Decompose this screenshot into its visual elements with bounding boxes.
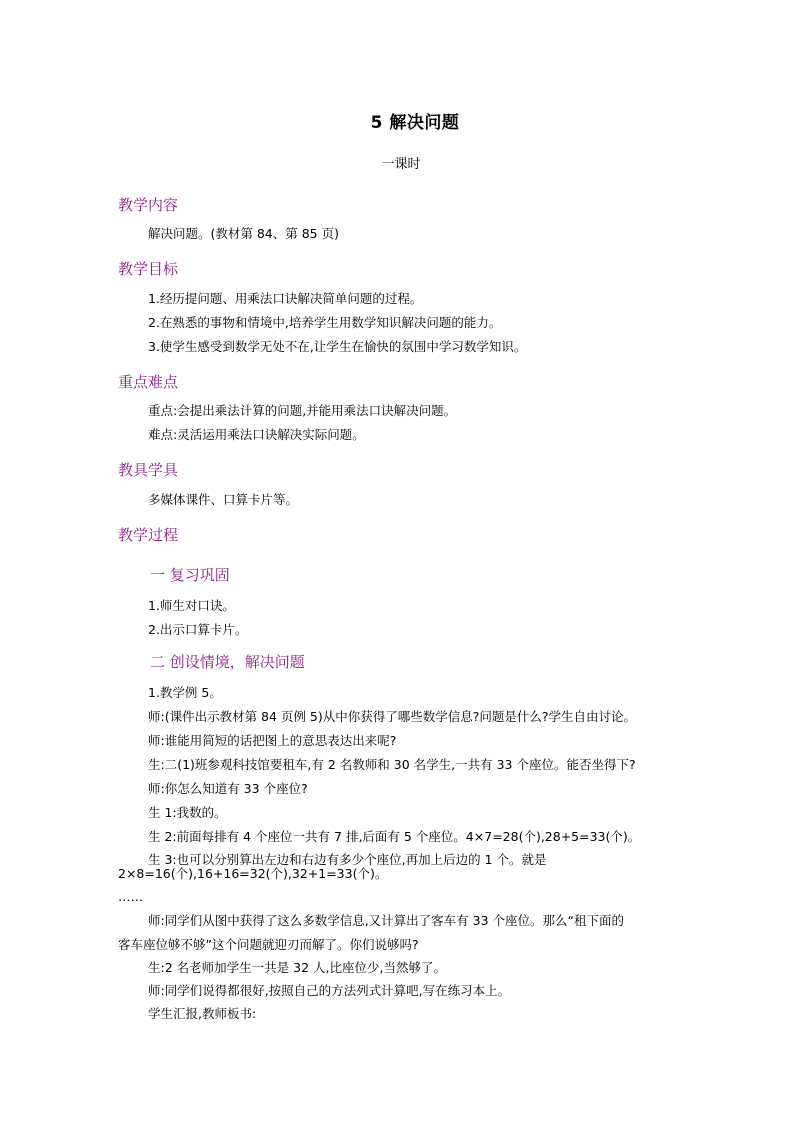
goal-item: 2.在熟悉的事物和情境中,培养学生用数学知识解决问题的能力。 bbox=[148, 315, 502, 330]
heading-tools: 教具学具 bbox=[118, 461, 179, 479]
dialogue-line: 1.教学例 5。 bbox=[148, 685, 222, 700]
heading-situation: 二 创设情境，解决问题 bbox=[150, 653, 305, 671]
tools-text: 多媒体课件、口算卡片等。 bbox=[148, 492, 299, 507]
review-item: 1.师生对口诀。 bbox=[148, 598, 235, 613]
heading-review: 一 复习巩固 bbox=[150, 566, 230, 584]
dialogue-line: 生 3:也可以分别算出左边和右边有多少个座位,再加上后边的 1 个。就是 bbox=[148, 852, 547, 867]
dialogue-line: 生:二(1)班参观科技馆要租车,有 2 名教师和 30 名学生,一共有 33 个座位。能否坐得下? bbox=[148, 757, 636, 772]
dialogue-line: 师:同学们说得都很好,按照自己的方法列式计算吧,写在练习本上。 bbox=[148, 983, 511, 998]
heading-goals: 教学目标 bbox=[118, 260, 179, 278]
goal-item: 3.使学生感受到数学无处不在,让学生在愉快的氛围中学习数学知识。 bbox=[148, 339, 527, 354]
dialogue-line: 生 1:我数的。 bbox=[148, 805, 227, 820]
dialogue-line: 生:2 名老师加学生一共是 32 人,比座位少,当然够了。 bbox=[148, 960, 446, 975]
dialogue-line: 生 2:前面每排有 4 个座位一共有 7 排,后面有 5 个座位。4×7=28(个),28+5=33(个)。 bbox=[148, 829, 641, 844]
keypoint-item: 难点:灵活运用乘法口诀解决实际问题。 bbox=[148, 427, 365, 442]
dialogue-line: 师:(课件出示教材第 84 页例 5)从中你获得了哪些数学信息?问题是什么?学生自由讨论。 bbox=[148, 709, 637, 724]
dialogue-line: 师:你怎么知道有 33 个座位? bbox=[148, 781, 308, 796]
heading-keypoints: 重点难点 bbox=[118, 373, 179, 391]
content-text: 解决问题。(教材第 84、第 85 页) bbox=[148, 226, 339, 241]
lesson-title: 5 解决问题 bbox=[370, 113, 460, 133]
dialogue-line: 师:谁能用简短的话把图上的意思表达出来呢? bbox=[148, 733, 397, 748]
goal-item: 1.经历提问题、用乘法口诀解决简单问题的过程。 bbox=[148, 291, 423, 306]
heading-content: 教学内容 bbox=[118, 196, 179, 214]
keypoint-item: 重点:会提出乘法计算的问题,并能用乘法口诀解决问题。 bbox=[148, 403, 457, 418]
dialogue-line: 客车座位够不够”这个问题就迎刃而解了。你们说够吗? bbox=[118, 937, 419, 952]
dialogue-line: 学生汇报,教师板书: bbox=[148, 1006, 257, 1021]
lesson-subtitle: 一课时 bbox=[381, 157, 421, 172]
review-item: 2.出示口算卡片。 bbox=[148, 622, 248, 637]
dialogue-line: 2×8=16(个),16+16=32(个),32+1=33(个)。 bbox=[118, 866, 388, 881]
ellipsis-line: …… bbox=[118, 889, 143, 904]
dialogue-line: 师:同学们从图中获得了这么多数学信息,又计算出了客车有 33 个座位。那么“租下面的 bbox=[148, 913, 625, 928]
heading-process: 教学过程 bbox=[118, 526, 179, 544]
